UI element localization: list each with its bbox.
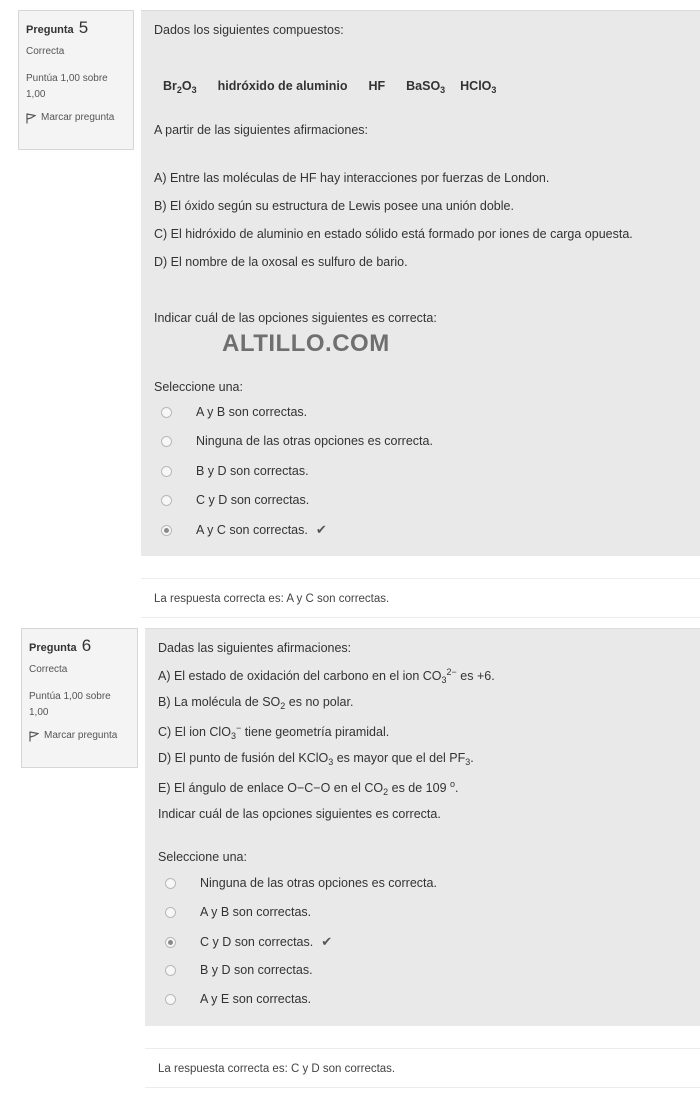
question-label: Pregunta	[29, 642, 77, 654]
radio-button[interactable]	[165, 965, 176, 976]
radio-button[interactable]	[161, 407, 172, 418]
radio-button[interactable]	[165, 994, 176, 1005]
radio-button[interactable]	[165, 878, 176, 889]
question-number-value: 5	[78, 18, 89, 37]
compound-1-part: Br	[163, 79, 177, 93]
q6-option-4[interactable]	[165, 963, 313, 977]
statement-text: es no polar.	[285, 695, 354, 709]
q5-select-label: Seleccione una:	[154, 380, 243, 394]
subscript: 2	[383, 787, 389, 797]
q5-option-1[interactable]	[161, 405, 307, 419]
radio-button-selected[interactable]	[165, 937, 176, 948]
question-grade: Puntúa 1,00 sobre 1,00	[29, 691, 111, 718]
q5-option-2[interactable]	[161, 434, 433, 448]
question-number	[29, 637, 131, 657]
option-label: C y D son correctas.	[200, 935, 314, 949]
question-number	[26, 19, 127, 39]
q6-feedback	[145, 1048, 700, 1088]
q5-statement-b: B) El óxido según su estructura de Lewis posee una unión doble.	[154, 199, 514, 213]
q6-option-5[interactable]	[165, 992, 311, 1006]
compound-4-sub: 3	[440, 85, 446, 95]
question-6-content	[145, 628, 700, 1026]
question-6-info	[21, 628, 138, 768]
flag-question-button[interactable]	[29, 729, 131, 743]
option-label: Ninguna de las otras opciones es correcta.	[200, 876, 437, 890]
compound-5-sub: 3	[491, 85, 497, 95]
compound-2: hidróxido de aluminio	[217, 79, 348, 93]
question-number-value: 6	[81, 636, 92, 655]
check-icon: ✔	[321, 934, 333, 949]
subscript: 3	[230, 731, 236, 741]
option-label: A y B son correctas.	[196, 405, 308, 419]
flag-icon	[26, 113, 36, 124]
option-label: C y D son correctas.	[196, 493, 310, 507]
question-state: Correcta	[26, 46, 65, 57]
statement-text: .	[455, 781, 459, 795]
q5-feedback	[141, 578, 700, 618]
statement-text: B) La molécula de SO	[158, 695, 281, 709]
q5-compounds	[163, 79, 496, 95]
question-5-content	[141, 10, 700, 556]
compound-3: HF	[368, 79, 386, 93]
subscript: 2	[280, 701, 286, 711]
q5-statements-intro: A partir de las siguientes afirmaciones:	[154, 123, 368, 137]
radio-button[interactable]	[161, 495, 172, 506]
superscript: 2−	[446, 667, 457, 677]
q6-statement-c	[158, 723, 389, 741]
q5-option-3[interactable]	[161, 464, 309, 478]
flag-question-label: Marcar pregunta	[41, 112, 115, 123]
option-label: Ninguna de las otras opciones es correcta.	[196, 434, 433, 448]
radio-button[interactable]	[161, 466, 172, 477]
compound-1-mid: O	[181, 79, 192, 93]
flag-icon	[29, 731, 39, 742]
statement-text: .	[470, 751, 474, 765]
correct-answer-text: La respuesta correcta es: C y D son correctas.	[158, 1063, 396, 1075]
q6-statement-b	[158, 695, 353, 711]
q6-prompt: Indicar cuál de las opciones siguientes es correcta.	[158, 807, 441, 821]
q6-statement-e	[158, 779, 459, 797]
statement-text: E) El ángulo de enlace O−C−O en el CO	[158, 781, 384, 795]
q6-option-2[interactable]	[165, 905, 311, 919]
option-label: B y D son correctas.	[200, 963, 313, 977]
flag-question-label: Marcar pregunta	[44, 730, 118, 741]
correct-answer-text: La respuesta correcta es: A y C son correctas.	[154, 593, 390, 605]
q5-option-4[interactable]	[161, 493, 309, 507]
superscript: −	[235, 723, 242, 733]
option-label: A y C son correctas.	[196, 523, 308, 537]
statement-text: C) El ion ClO	[158, 725, 231, 739]
radio-button-selected[interactable]	[161, 525, 172, 536]
statement-text: tiene geometría piramidal.	[241, 725, 390, 739]
check-icon: ✔	[315, 522, 327, 537]
q5-statement-a: A) Entre las moléculas de HF hay interacciones por fuerzas de London.	[154, 171, 550, 185]
q6-select-label: Seleccione una:	[158, 850, 247, 864]
statement-text: es mayor que el del PF	[333, 751, 466, 765]
q6-statement-d	[158, 751, 474, 767]
question-state: Correcta	[29, 664, 68, 675]
q6-statement-a	[158, 667, 495, 685]
subscript: 3	[328, 757, 334, 767]
statement-text: es de 109	[388, 781, 451, 795]
question-label: Pregunta	[26, 24, 74, 36]
compound-1-sub2: 3	[191, 85, 197, 95]
compound-4: BaSO	[406, 79, 441, 93]
option-label: A y B son correctas.	[200, 905, 312, 919]
subscript: 3	[465, 757, 471, 767]
question-grade: Puntúa 1,00 sobre 1,00	[26, 73, 108, 100]
statement-text: es +6.	[456, 669, 495, 683]
q6-option-3[interactable]	[165, 934, 332, 950]
q6-intro: Dadas las siguientes afirmaciones:	[158, 641, 352, 655]
compound-5: HClO	[460, 79, 492, 93]
flag-question-button[interactable]	[26, 111, 127, 125]
watermark: ALTILLO.COM	[222, 330, 390, 357]
option-label: B y D son correctas.	[196, 464, 309, 478]
q5-statement-c: C) El hidróxido de aluminio en estado sólido está formado por iones de carga opuesta.	[154, 227, 633, 241]
q5-statement-d: D) El nombre de la oxosal es sulfuro de bario.	[154, 255, 408, 269]
statement-text: D) El punto de fusión del KClO	[158, 751, 329, 765]
compound-1-sub1: 2	[176, 85, 182, 95]
option-label: A y E son correctas.	[200, 992, 312, 1006]
question-5-info	[18, 10, 134, 150]
superscript: o	[450, 779, 456, 789]
q5-option-5[interactable]	[161, 522, 327, 538]
radio-button[interactable]	[165, 907, 176, 918]
statement-text: A) El estado de oxidación del carbono en el ion CO	[158, 669, 442, 683]
q6-option-1[interactable]	[165, 876, 437, 890]
q5-intro: Dados los siguientes compuestos:	[154, 23, 344, 37]
radio-button[interactable]	[161, 436, 172, 447]
subscript: 3	[441, 675, 447, 685]
q5-prompt: Indicar cuál de las opciones siguientes es correcta:	[154, 311, 437, 325]
